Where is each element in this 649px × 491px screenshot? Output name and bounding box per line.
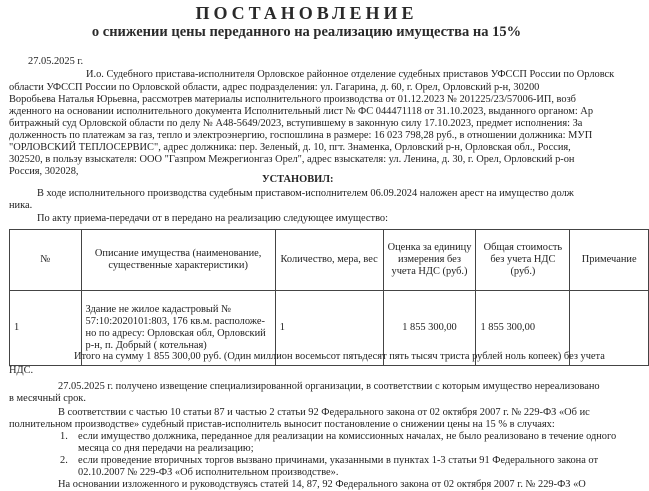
case-bullet: 1. [60, 431, 68, 442]
document-title: ПОСТАНОВЛЕНИЕ [195, 3, 418, 23]
cell-quantity: 1 [275, 291, 383, 366]
case-line: если проведение вторичных торгов вызвано причинами, указанными в пунктах 1-3 статьи 91 Федерального закона от [78, 455, 599, 466]
intro-line: И.о. Судебного пристава-исполнителя Орловское районное отделение судебных приставов УФССП России по Орловск [86, 69, 615, 80]
established-line: По акту приема-передачи от в передано на реализацию следующее имущество: [37, 213, 388, 224]
law-line: полнительном производстве» судебный пристав-исполнитель выносит постановление о снижении цены на 15 % в случаях: [9, 419, 555, 430]
notice-line: 27.05.2025 г. получено извещение специализированной организации, в соответствии с которым имущество нереализовано [58, 381, 600, 392]
cell-total: 1 855 300,00 [476, 291, 570, 366]
case-line: месяца со дня передачи на реализацию; [78, 443, 254, 454]
header-total: Общая стоимость без учета НДС (руб.) [476, 230, 570, 291]
header-num: № [10, 230, 82, 291]
intro-line: битражный суд Орловской области по делу № А48-5649/2023, вступившему в законную силу 17.10.2023, предмет исполнения: За [9, 118, 583, 129]
case-line: если имущество должника, переданное для реализации на комиссионных началах, не было реализовано в течение одного [78, 431, 617, 442]
case-line: 02.10.2007 № 229-ФЗ «Об исполнительном производстве». [78, 467, 339, 478]
property-table [9, 229, 649, 366]
header-note: Примечание [570, 230, 649, 291]
intro-line: долженность по платежам за газ, тепло и электроэнергию, госпошлина в размере: 16 023 798,28 руб., в отношении должника: МУП [9, 130, 593, 141]
header-quantity: Количество, мера, вес [275, 230, 383, 291]
intro-line: Воробьева Наталья Юрьевна, рассмотрев материалы исполнительного производства от 01.12.2023 № 201225/23/57006-ИП, возб [9, 94, 576, 105]
case-bullet: 2. [60, 455, 68, 466]
established-line: ника. [9, 200, 33, 211]
intro-line: Россия, 302028, [9, 166, 79, 177]
intro-line: 302520, в пользу взыскателя: ООО "Газпром Межрегионгаз Орел", адрес взыскателя: ул. Ленина, д. 30, г. Орел, Орловский р-он [9, 154, 575, 165]
notice-line: в месячный срок. [9, 393, 86, 404]
header-description: Описание имущества (наименование, существенные характеристики) [81, 230, 275, 291]
intro-line: области УФССП России по Орловской области, адрес подразделения: ул. Гагарина, д. 60, г. Орел, Орловский р-н, 30200 [9, 82, 540, 93]
cell-unit-value: 1 855 300,00 [383, 291, 476, 366]
total-line: НДС. [9, 365, 34, 376]
cell-num: 1 [10, 291, 82, 366]
cell-description: Здание не жилое кадастровый № 57:10:2020101:803, 176 кв.м. расположе-но по адресу: Орловская обл, Орловский р-н, п. Добрый ( котельная) [81, 291, 275, 366]
document-date: 27.05.2025 г. [28, 56, 84, 67]
established-heading: УСТАНОВИЛ: [262, 174, 334, 185]
law-line: В соответствии с частью 10 статьи 87 и частью 2 статьи 92 Федерального закона от 02 октября 2007 г. № 229-ФЗ «Об ис [58, 407, 590, 418]
header-unit-value: Оценка за единицу измерения без учета НДС (руб.) [383, 230, 476, 291]
total-line: Итого на сумму 1 855 300,00 руб. (Один миллион восемьсот пятьдесят пять тысяч триста рублей ноль копеек) без учета [74, 351, 605, 362]
closing-line: На основании изложенного и руководствуясь статей 14, 87, 92 Федерального закона от 02 октября 2007 г. № 229-ФЗ «О [58, 479, 586, 490]
table-header-row [10, 230, 649, 291]
intro-line: жденного на основании исполнительного документа Исполнительный лист № ФС 044471118 от 31.10.2023, выданного органом: Ар [9, 106, 594, 117]
document-subtitle: о снижении цены переданного на реализацию имущества на 15% [91, 24, 522, 40]
established-line: В ходе исполнительного производства судебным приставом-исполнителем 06.09.2024 наложен арест на имущество долж [37, 188, 574, 199]
intro-line: "ОРЛОВСКИЙ ТЕПЛОСЕРВИС", адрес должника: пер. Зеленый, д. 10, пгт. Знаменка, Орловский р-н, Орловская обл., Россия, [9, 142, 571, 153]
